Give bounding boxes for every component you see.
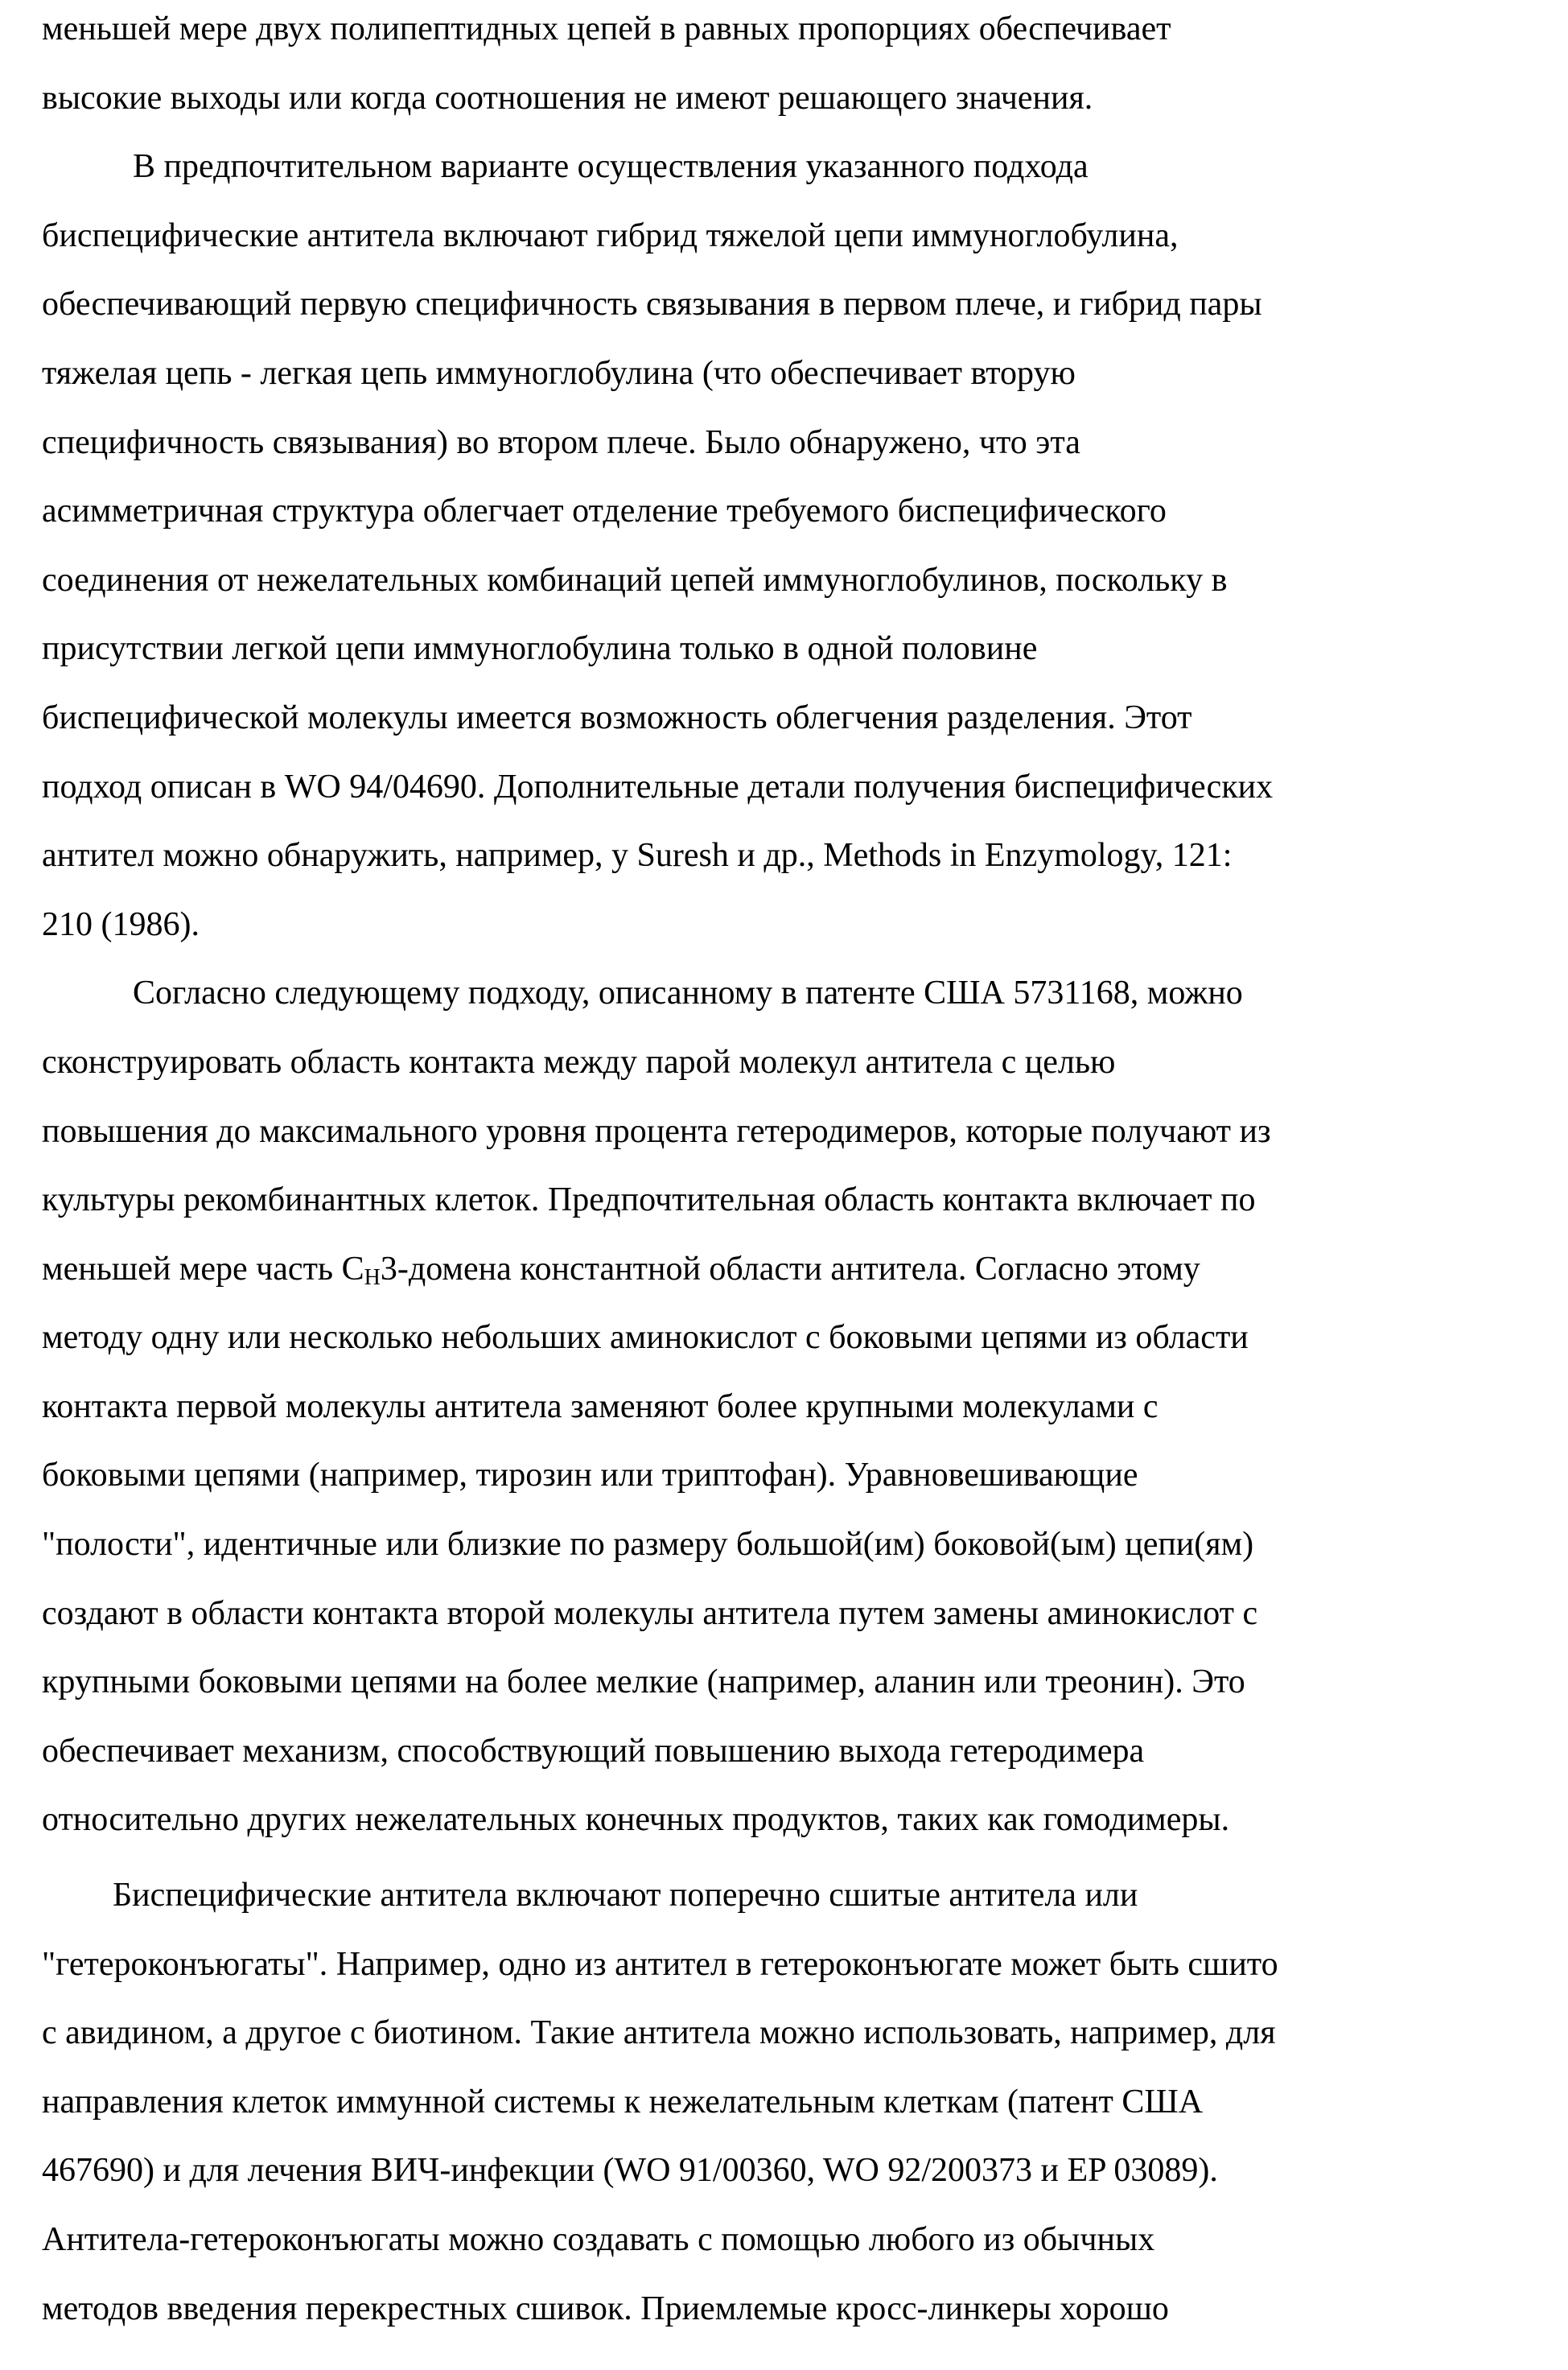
text-line: высокие выходы или когда соотношения не имеют решающего значения. <box>0 64 1568 134</box>
text-segment: 3-домена константной области антитела. Согласно этому <box>381 1251 1200 1288</box>
text-line: биспецифические антитела включают гибрид тяжелой цепи иммуноглобулина, <box>0 202 1568 271</box>
text-line: специфичность связывания) во втором плече. Было обнаружено, что эта <box>0 409 1568 478</box>
subscript: H <box>364 1265 381 1290</box>
text-line: 210 (1986). <box>0 891 1568 960</box>
text-line: сконструировать область контакта между парой молекул антитела с целью <box>0 1028 1568 1098</box>
text-line: меньшей мере двух полипептидных цепей в равных пропорциях обеспечивает <box>0 0 1568 64</box>
paragraph-start-line: В предпочтительном варианте осуществления указанного подхода <box>0 133 1568 202</box>
text-line: методу одну или несколько небольших аминокислот с боковыми цепями из области <box>0 1304 1568 1373</box>
text-line: культуры рекомбинантных клеток. Предпочтительная область контакта включает по <box>0 1166 1568 1235</box>
text-line: присутствии легкой цепи иммуноглобулина только в одной половине <box>0 615 1568 684</box>
text-line: антител можно обнаружить, например, у Suresh и др., Methods in Enzymology, 121: <box>0 822 1568 891</box>
paragraph-start-line: Биспецифические антитела включают поперечно сшитые антитела или <box>0 1861 1568 1931</box>
text-line: методов введения перекрестных сшивок. Приемлемые кросс-линкеры хорошо <box>0 2275 1568 2344</box>
text-segment: меньшей мере часть C <box>42 1251 364 1288</box>
text-line: тяжелая цепь - легкая цепь иммуноглобулина (что обеспечивает вторую <box>0 340 1568 409</box>
text-line-ch3 <box>0 1235 1568 1305</box>
text-line: контакта первой молекулы антитела заменяют более крупными молекулами с <box>0 1373 1568 1442</box>
text-line: создают в области контакта второй молекулы антитела путем замены аминокислот с <box>0 1580 1568 1649</box>
text-line: повышения до максимального уровня процента гетеродимеров, которые получают из <box>0 1098 1568 1167</box>
text-line: Антитела-гетероконъюгаты можно создавать с помощью любого из обычных <box>0 2206 1568 2275</box>
text-line: "полости", идентичные или близкие по размеру большой(им) боковой(ым) цепи(ям) <box>0 1511 1568 1580</box>
text-line: с авидином, а другое с биотином. Такие антитела можно использовать, например, для <box>0 1999 1568 2068</box>
text-line: биспецифической молекулы имеется возможность облегчения разделения. Этот <box>0 684 1568 753</box>
text-line: боковыми цепями (например, тирозин или триптофан). Уравновешивающие <box>0 1441 1568 1511</box>
text-line: обеспечивающий первую специфичность связывания в первом плече, и гибрид пары <box>0 270 1568 340</box>
text-line: асимметричная структура облегчает отделение требуемого биспецифического <box>0 477 1568 546</box>
document-page <box>0 0 1568 2343</box>
paragraph-start-line: Согласно следующему подходу, описанному в патенте США 5731168, можно <box>0 959 1568 1028</box>
text-line: обеспечивает механизм, способствующий повышению выхода гетеродимера <box>0 1717 1568 1787</box>
text-line: направления клеток иммунной системы к нежелательным клеткам (патент США <box>0 2068 1568 2137</box>
text-line: 467690) и для лечения ВИЧ-инфекции (WO 91/00360, WO 92/200373 и EP 03089). <box>0 2137 1568 2206</box>
text-line: крупными боковыми цепями на более мелкие (например, аланин или треонин). Это <box>0 1648 1568 1717</box>
text-line: соединения от нежелательных комбинаций цепей иммуноглобулинов, поскольку в <box>0 546 1568 616</box>
text-line: подход описан в WO 94/04690. Дополнительные детали получения биспецифических <box>0 753 1568 822</box>
text-line: относительно других нежелательных конечных продуктов, таких как гомодимеры. <box>0 1786 1568 1855</box>
text-line: "гетероконъюгаты". Например, одно из антител в гетероконъюгате может быть сшито <box>0 1931 1568 2000</box>
